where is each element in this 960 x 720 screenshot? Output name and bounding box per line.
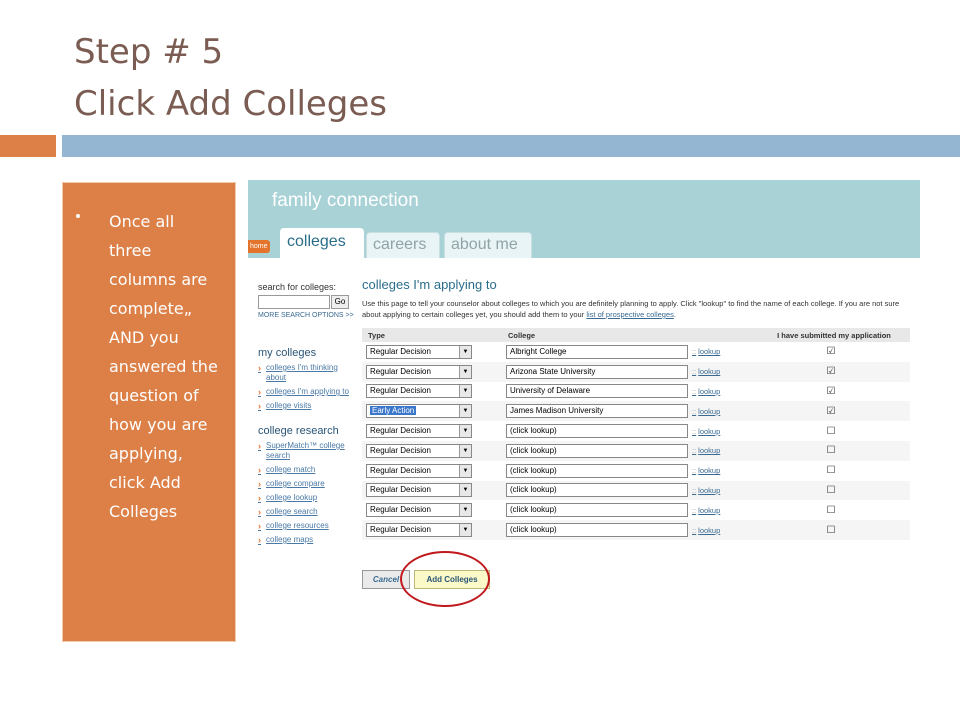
- separator-icon: ::: [692, 485, 697, 495]
- go-button[interactable]: Go: [331, 295, 349, 309]
- cancel-button[interactable]: Cancel: [362, 570, 410, 589]
- column-header-college: College: [502, 328, 752, 342]
- prospective-colleges-link[interactable]: list of prospective colleges: [586, 310, 674, 319]
- type-cell: [362, 520, 502, 540]
- sidebar-item-supermatch[interactable]: [258, 441, 358, 461]
- search-label: search for colleges:: [258, 282, 337, 292]
- page-title: colleges I'm applying to: [362, 277, 497, 292]
- submitted-checkbox[interactable]: ☐: [752, 520, 910, 540]
- separator-icon: ::: [692, 505, 697, 515]
- lookup-label: lookup: [698, 386, 721, 396]
- chevron-down-icon: ▼: [459, 366, 471, 378]
- intro-body: Use this page to tell your counselor about colleges to which you are definitely planning to apply. Click "lookup" to find the name of each college. If you are not sure about applying to certain colleges yet, you should add them to your: [362, 299, 900, 319]
- college-cell: [502, 481, 752, 501]
- college-name-field[interactable]: (click lookup): [506, 503, 688, 517]
- table-row: [362, 520, 910, 540]
- submitted-checkbox[interactable]: ☐: [826, 425, 836, 437]
- tab-careers[interactable]: careers: [366, 232, 440, 258]
- sidebar-item-label: colleges I'm applying to: [266, 387, 349, 396]
- chevron-down-icon: ▼: [459, 504, 471, 516]
- application-type-value: Regular Decision: [370, 386, 431, 396]
- sidebar-item-label: college compare: [266, 479, 325, 488]
- application-type-select[interactable]: [366, 424, 472, 438]
- slide-title-line1: Step # 5: [74, 32, 224, 72]
- separator-icon: ::: [692, 386, 697, 396]
- sidebar-item-label: college search: [266, 507, 318, 516]
- main-content: [362, 277, 914, 540]
- table-row: [362, 342, 910, 362]
- sidebar-item-college-resources[interactable]: [258, 521, 358, 531]
- sidebar-item-college-compare[interactable]: [258, 479, 358, 489]
- slide-title: [74, 26, 387, 130]
- instruction-text: Once all three columns are complete„ AND you answered the question of how you are applying, click Add Colleges: [109, 212, 218, 521]
- chevron-right-icon: ›: [258, 493, 261, 503]
- separator-icon: ::: [692, 466, 697, 476]
- application-type-value: Regular Decision: [370, 485, 431, 495]
- sidebar-item-label: colleges I'm thinking about: [266, 363, 338, 382]
- separator-icon: ::: [692, 347, 697, 357]
- sidebar-item-label: college lookup: [266, 493, 318, 502]
- college-name-field[interactable]: (click lookup): [506, 464, 688, 478]
- bullet-icon: [76, 214, 80, 218]
- type-cell: [362, 362, 502, 382]
- college-cell: [502, 401, 752, 421]
- lookup-link[interactable]: [692, 446, 720, 455]
- lookup-label: lookup: [698, 505, 721, 515]
- accent-bar-orange: [0, 135, 56, 157]
- search-input[interactable]: [258, 295, 330, 309]
- college-cell: [502, 520, 752, 540]
- lookup-label: lookup: [698, 466, 721, 476]
- app-header: [248, 180, 920, 258]
- submitted-checkbox[interactable]: ☐: [752, 441, 910, 461]
- chevron-down-icon: ▼: [459, 524, 471, 536]
- application-type-value: Regular Decision: [370, 505, 431, 515]
- chevron-right-icon: ›: [258, 387, 261, 397]
- sidebar-item-college-visits[interactable]: [258, 401, 358, 411]
- college-cell: [502, 421, 752, 441]
- chevron-right-icon: ›: [258, 535, 261, 545]
- intro-text: Use this page to tell your counselor about colleges to which you are definitely planning to apply. Click "lookup" to find the name of each college. If you are not sure about applying to certain colleges yet, you should add them to your list of prospective colleges.: [362, 299, 900, 319]
- chevron-down-icon: ▼: [459, 484, 471, 496]
- college-name-field[interactable]: James Madison University: [506, 404, 688, 418]
- sidebar-item-college-lookup[interactable]: [258, 493, 358, 503]
- sidebar-item-label: college match: [266, 465, 316, 474]
- college-cell: [502, 441, 752, 461]
- lookup-link[interactable]: [692, 486, 720, 495]
- lookup-link[interactable]: [692, 407, 720, 416]
- tab-about-me[interactable]: about me: [444, 232, 532, 258]
- lookup-link[interactable]: [692, 367, 720, 376]
- app-screenshot: [248, 180, 920, 610]
- type-cell: [362, 461, 502, 481]
- table-row: [362, 461, 910, 481]
- application-type-value: Regular Decision: [370, 445, 431, 455]
- lookup-label: lookup: [698, 485, 721, 495]
- type-cell: [362, 401, 502, 421]
- application-type-value: Regular Decision: [370, 426, 431, 436]
- chevron-right-icon: ›: [258, 401, 261, 411]
- college-cell: [502, 382, 752, 402]
- table-row: [362, 382, 910, 402]
- lookup-label: lookup: [698, 406, 721, 416]
- lookup-label: lookup: [698, 446, 721, 456]
- more-search-options-link[interactable]: MORE SEARCH OPTIONS >>: [258, 312, 354, 319]
- type-cell: [362, 481, 502, 501]
- college-research-heading: college research: [258, 425, 339, 437]
- lookup-label: lookup: [698, 367, 721, 377]
- college-cell: [502, 461, 752, 481]
- lookup-label: lookup: [698, 426, 721, 436]
- application-type-select[interactable]: [366, 523, 472, 537]
- column-header-type: Type: [362, 328, 502, 342]
- separator-icon: ::: [692, 406, 697, 416]
- sidebar-item-label: college visits: [266, 401, 312, 410]
- application-type-select[interactable]: [366, 365, 472, 379]
- chevron-right-icon: ›: [258, 507, 261, 517]
- chevron-right-icon: ›: [258, 521, 261, 531]
- application-type-select[interactable]: [366, 464, 472, 478]
- submitted-checkbox[interactable]: ☐: [826, 465, 836, 477]
- chevron-down-icon: ▼: [459, 346, 471, 358]
- lookup-link[interactable]: [692, 506, 720, 515]
- lookup-link[interactable]: [692, 387, 720, 396]
- application-type-select[interactable]: [366, 444, 472, 458]
- chevron-down-icon: ▼: [459, 385, 471, 397]
- application-type-value: Regular Decision: [370, 346, 431, 356]
- type-cell: [362, 382, 502, 402]
- application-type-value: Early Action: [372, 406, 415, 416]
- applications-table: [362, 328, 910, 540]
- search-row: [258, 295, 358, 309]
- sidebar-item-applying-to[interactable]: [258, 387, 358, 397]
- college-name-field[interactable]: (click lookup): [506, 424, 688, 438]
- college-name-field[interactable]: (click lookup): [506, 523, 688, 537]
- sidebar-item-college-match[interactable]: [258, 465, 358, 475]
- sidebar-item-label: college maps: [266, 535, 314, 544]
- college-name-field[interactable]: (click lookup): [506, 483, 688, 497]
- lookup-link[interactable]: [692, 466, 720, 475]
- add-colleges-button[interactable]: Add Colleges: [414, 570, 490, 589]
- table-header: [362, 328, 910, 342]
- sidebar-item-thinking-about[interactable]: [258, 363, 358, 383]
- application-type-select[interactable]: [366, 345, 472, 359]
- separator-icon: ::: [692, 426, 697, 436]
- chevron-down-icon: ▼: [459, 445, 471, 457]
- chevron-right-icon: ›: [258, 441, 261, 451]
- table-row: [362, 401, 910, 421]
- instruction-panel: [62, 182, 236, 642]
- highlight-circle: [400, 551, 490, 607]
- submitted-checkbox[interactable]: ☑: [752, 362, 910, 382]
- college-name-field[interactable]: Arizona State University: [506, 365, 688, 379]
- lookup-label: lookup: [698, 347, 721, 357]
- table-row: [362, 441, 910, 461]
- separator-icon: ::: [692, 446, 697, 456]
- accent-bar-blue: [62, 135, 960, 157]
- lookup-link[interactable]: [692, 526, 720, 535]
- application-type-select[interactable]: [366, 483, 472, 497]
- type-cell: [362, 441, 502, 461]
- table-row: [362, 421, 910, 441]
- chevron-down-icon: ▼: [459, 465, 471, 477]
- slide-title-line2: Click Add Colleges: [74, 84, 388, 124]
- lookup-link[interactable]: [692, 427, 720, 436]
- submitted-checkbox[interactable]: ☑: [826, 385, 836, 397]
- college-name-field[interactable]: University of Delaware: [506, 384, 688, 398]
- chevron-right-icon: ›: [258, 465, 261, 475]
- type-cell: [362, 500, 502, 520]
- application-type-select[interactable]: [366, 503, 472, 517]
- type-cell: [362, 342, 502, 362]
- sidebar-item-label: college resources: [266, 521, 329, 530]
- submitted-checkbox[interactable]: ☐: [826, 504, 836, 516]
- application-type-select[interactable]: [366, 404, 472, 418]
- chevron-right-icon: ›: [258, 479, 261, 489]
- application-type-select[interactable]: [366, 384, 472, 398]
- application-type-value: Regular Decision: [370, 525, 431, 535]
- tab-home[interactable]: home: [248, 240, 270, 253]
- submitted-checkbox[interactable]: ☑: [752, 401, 910, 421]
- sidebar-item-college-search[interactable]: [258, 507, 358, 517]
- college-cell: [502, 500, 752, 520]
- lookup-link[interactable]: [692, 347, 720, 356]
- submitted-checkbox[interactable]: ☐: [752, 481, 910, 501]
- chevron-down-icon: ▼: [459, 425, 471, 437]
- sidebar-item-college-maps[interactable]: [258, 535, 358, 545]
- chevron-down-icon: ▼: [459, 405, 471, 417]
- sidebar: [258, 282, 358, 545]
- separator-icon: ::: [692, 367, 697, 377]
- chevron-right-icon: ›: [258, 363, 261, 373]
- table-row: [362, 500, 910, 520]
- college-name-field[interactable]: Albright College: [506, 345, 688, 359]
- application-type-value: Regular Decision: [370, 465, 431, 475]
- my-colleges-heading: my colleges: [258, 347, 317, 359]
- sidebar-item-label: SuperMatch™ college search: [266, 441, 345, 460]
- college-cell: [502, 342, 752, 362]
- type-cell: [362, 421, 502, 441]
- submitted-checkbox[interactable]: ☑: [826, 346, 836, 358]
- separator-icon: ::: [692, 525, 697, 535]
- college-name-field[interactable]: (click lookup): [506, 444, 688, 458]
- column-header-submitted: I have submitted my application: [752, 328, 910, 342]
- lookup-label: lookup: [698, 525, 721, 535]
- brand-name: family connection: [272, 190, 419, 211]
- tab-colleges[interactable]: colleges: [280, 228, 364, 258]
- college-cell: [502, 362, 752, 382]
- table-row: [362, 362, 910, 382]
- application-type-value: Regular Decision: [370, 366, 431, 376]
- table-row: [362, 481, 910, 501]
